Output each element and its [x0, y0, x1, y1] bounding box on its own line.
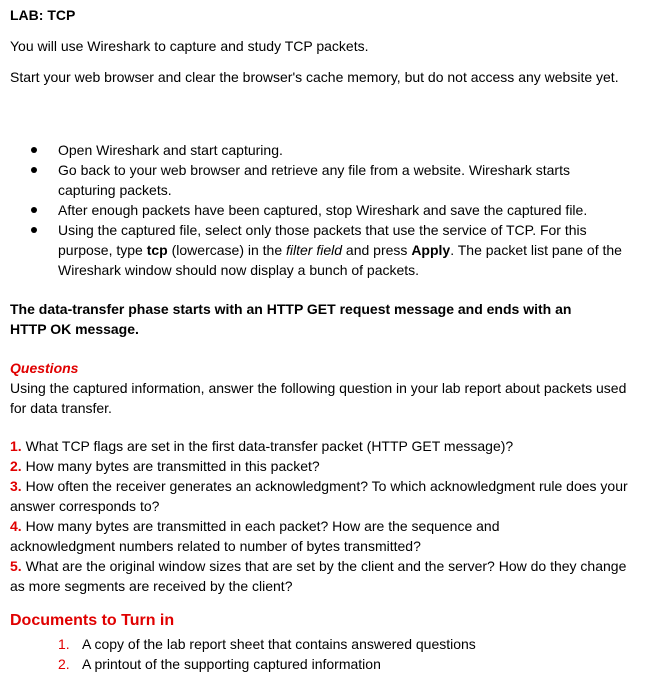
documents-heading: Documents to Turn in: [10, 612, 175, 629]
phase-note: The data-transfer phase starts with an HTTP GET request message and ends with an HTTP OK message.: [10, 301, 572, 337]
list-item: [10, 160, 640, 200]
document-number: 2.: [58, 656, 70, 672]
lab-title: LAB: TCP: [10, 7, 76, 23]
step-text-mid: (lowercase) in the: [167, 242, 287, 258]
question-item: [10, 516, 540, 556]
question-number: 4.: [10, 518, 22, 534]
questions-list: [10, 436, 640, 596]
list-item: [10, 634, 640, 654]
list-item: [10, 654, 640, 674]
intro-paragraph: You will use Wireshark to capture and study TCP packets.: [10, 38, 369, 54]
tcp-command: tcp: [146, 242, 168, 258]
question-item: [10, 556, 640, 596]
question-number: 1.: [10, 438, 22, 454]
step-text-mid: and press: [342, 242, 412, 258]
document-text: A printout of the supporting captured information: [82, 656, 381, 672]
questions-heading: Questions: [10, 360, 79, 376]
documents-list: [10, 634, 640, 674]
bullet-icon: [31, 207, 37, 213]
question-text: How many bytes are transmitted in this packet?: [25, 458, 320, 474]
question-text: What TCP flags are set in the first data-transfer packet (HTTP GET message)?: [25, 438, 514, 454]
document-number: 1.: [58, 636, 70, 652]
steps-list: [10, 140, 640, 280]
question-text: How often the receiver generates an acknowledgment? To which acknowledgment rule does your answer corresponds to?: [10, 478, 628, 514]
questions-intro: Using the captured information, answer the following question in your lab report about packets used for data transfer.: [10, 380, 627, 416]
question-item: [10, 436, 640, 456]
question-number: 3.: [10, 478, 22, 494]
list-item: [10, 220, 640, 280]
filter-field-term: filter field: [286, 242, 343, 258]
list-item: [10, 140, 640, 160]
list-item: [10, 200, 640, 220]
bullet-icon: [31, 227, 37, 233]
bullet-icon: [31, 167, 37, 173]
document-text: A copy of the lab report sheet that contains answered questions: [82, 636, 476, 652]
question-text: What are the original window sizes that are set by the client and the server? How do they change as more segments are received by the client?: [10, 558, 627, 594]
apply-term: Apply: [411, 242, 451, 258]
step-text-post: . The packet list pane of the Wireshark window should now display a bunch of packets.: [58, 242, 622, 278]
setup-paragraph: Start your web browser and clear the browser's cache memory, but do not access any website yet.: [10, 69, 619, 85]
question-item: [10, 456, 640, 476]
question-item: [10, 476, 640, 516]
question-number: 5.: [10, 558, 22, 574]
bullet-icon: [31, 147, 37, 153]
question-text: How many bytes are transmitted in each packet? How are the sequence and acknowledgment numbers related to number of bytes transmitted?: [10, 518, 500, 554]
step-text: Open Wireshark and start capturing.: [58, 142, 283, 158]
step-text-pre: Using the captured file, select only those packets that use the service of TCP. For this purpose, type: [58, 222, 587, 258]
step-text: Go back to your web browser and retrieve any file from a website. Wireshark starts capturing packets.: [58, 162, 570, 198]
step-text: After enough packets have been captured, stop Wireshark and save the captured file.: [58, 202, 588, 218]
question-number: 2.: [10, 458, 22, 474]
